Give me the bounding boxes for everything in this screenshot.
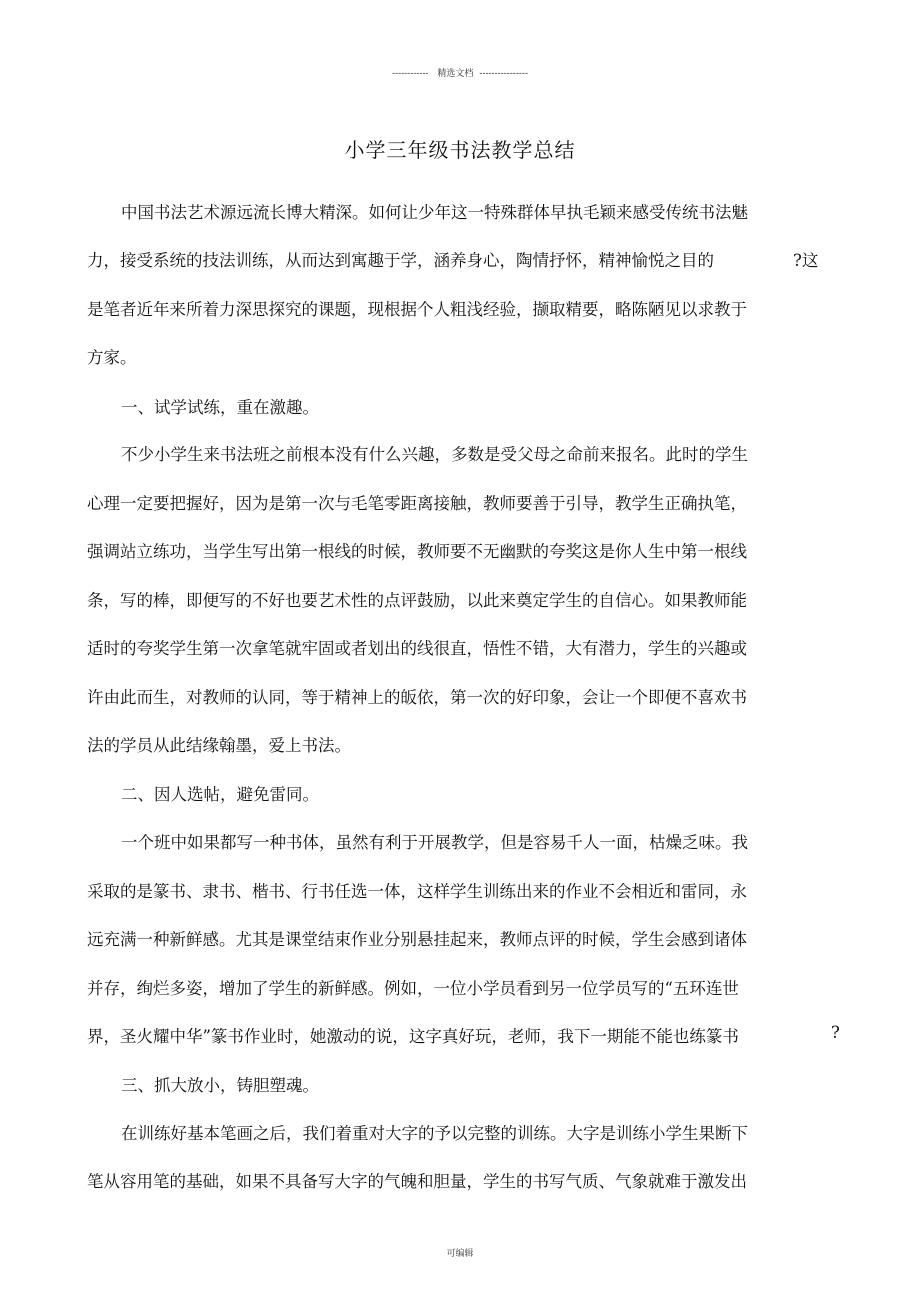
header-left-rule: ------------ (391, 69, 429, 79)
trailing-question-mark: ?这 (793, 251, 819, 270)
page-footer: 可编辑 (446, 1249, 474, 1259)
body-line: 心理一定要把握好，因为是第一次与毛笔零距离接触，教师要善于引导，教学生正确执笔， (87, 494, 747, 513)
document-title: 小学三年级书法教学总结 (344, 138, 576, 162)
body-line: 笔从容用笔的基础，如果不具备写大字的气魄和胆量，学生的书写气质、气象就难于激发出 (87, 1172, 747, 1191)
body-line: 在训练好基本笔画之后，我们着重对大字的予以完整的训练。大字是训练小学生果断下 (121, 1124, 748, 1143)
section-heading: 一、试学试练，重在激趣。 (121, 398, 319, 417)
body-line: 方家。 (87, 348, 137, 367)
header-label: 精选文档 (437, 69, 474, 79)
body-line: 法的学员从此结缘翰墨，爱上书法。 (87, 736, 351, 755)
body-line: 条，写的棒，即便写的不好也要艺术性的点评鼓励，以此来奠定学生的自信心。如果教师能 (87, 591, 747, 610)
trailing-question-mark: ? (831, 1023, 840, 1042)
body-line: 是笔者近年来所着力深思探究的课题，现根据个人粗浅经验，撷取精要，略陈陋见以求教于 (87, 300, 747, 319)
body-line: 采取的是篆书、隶书、楷书、行书任选一体，这样学生训练出来的作业不会相近和雷同，永 (87, 882, 747, 901)
body-line: 并存，绚烂多姿，增加了学生的新鲜感。例如，一位小学员看到另一位学员写的“五环连世 (87, 979, 739, 998)
page-header (0, 66, 920, 79)
body-line: 中国书法艺术源远流长博大精深。如何让少年这一特殊群体早执毛颖来感受传统书法魅 (121, 203, 748, 222)
body-line: 远充满一种新鲜感。尤其是课堂结束作业分别悬挂起来，教师点评的时候，学生会感到诸体 (87, 930, 747, 949)
body-line: 界，圣火耀中华”篆书作业时，她激动的说，这字真好玩，老师，我下一期能不能也练篆书 (87, 1027, 739, 1046)
body-line: 不少小学生来书法班之前根本没有什么兴趣，多数是受父母之命前来报名。此时的学生 (121, 445, 748, 464)
body-line: 力，接受系统的技法训练，从而达到寓趣于学，涵养身心，陶情抒怀，精神愉悦之目的 (87, 251, 714, 270)
body-line: 强调站立练功，当学生写出第一根线的时候，教师要不无幽默的夸奖这是你人生中第一根线 (87, 542, 747, 561)
body-line: 适时的夸奖学生第一次拿笔就牢固或者划出的线很直，悟性不错，大有潜力，学生的兴趣或 (87, 639, 747, 658)
section-heading: 三、抓大放小，铸胆塑魂。 (121, 1076, 319, 1095)
body-line: 一个班中如果都写一种书体，虽然有利于开展教学，但是容易千人一面，枯燥乏味。我 (121, 833, 748, 852)
section-heading: 二、因人选帖，避免雷同。 (121, 785, 319, 804)
body-line: 许由此而生，对教师的认同，等于精神上的皈依，第一次的好印象，会让一个即便不喜欢书 (87, 688, 747, 707)
header-right-rule: ---------------- (479, 69, 529, 79)
